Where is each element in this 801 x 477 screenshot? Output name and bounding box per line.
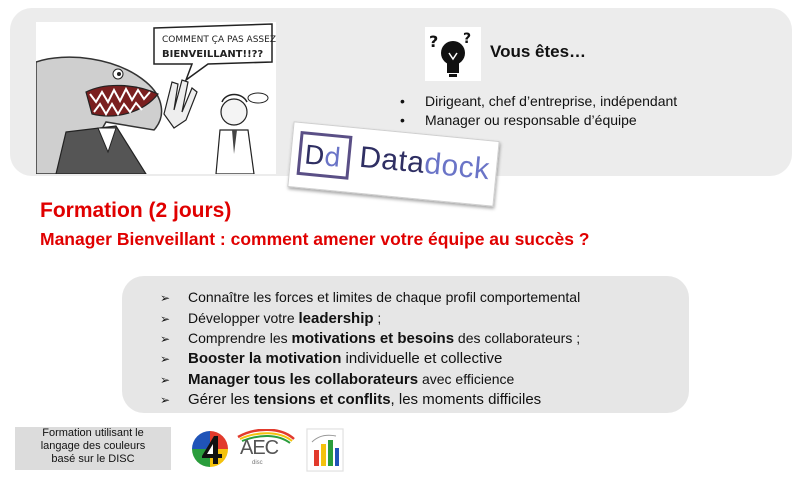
svg-text:?: ? <box>429 32 439 51</box>
aec-disc-logo <box>236 429 296 469</box>
objectives-list <box>160 287 580 410</box>
objective-text: individuelle et collective <box>341 349 503 367</box>
list-item <box>160 328 580 349</box>
audience-item-label: Dirigeant, chef d’entreprise, indépendant <box>425 93 678 109</box>
four-colors-logo-drawing <box>190 428 230 470</box>
audience-list <box>400 92 677 130</box>
objective-emphasis: Booster la motivation <box>188 349 342 367</box>
objective-text: Gérer les <box>188 390 254 408</box>
svg-text:?: ? <box>463 31 472 47</box>
shark-cartoon-illustration <box>36 22 276 174</box>
aec-subtitle: disc <box>252 460 263 466</box>
arrow-bullet-icon: ➢ <box>160 373 171 387</box>
datadock-logo-letters <box>301 135 348 175</box>
datadock-prefix: Data <box>357 140 427 180</box>
lightbulb-question-icon <box>425 27 481 81</box>
objective-text: Développer votre <box>188 309 299 326</box>
bullet-icon: • <box>400 93 405 109</box>
disc-line-2: langage des couleurs <box>40 440 146 452</box>
speech-line-2: BIENVEILLANT!!?? <box>162 49 264 60</box>
objective-emphasis: leadership <box>298 309 374 327</box>
formation-subtitle: Manager Bienveillant : comment amener votre équipe au succès ? <box>40 229 590 249</box>
datadock-logo-icon <box>297 131 353 180</box>
audience-item-label: Manager ou responsable d’équipe <box>425 112 637 128</box>
audience-title: Vous êtes… <box>490 42 587 61</box>
list-item <box>160 369 580 390</box>
arrow-bullet-icon: ➢ <box>160 351 171 366</box>
formation-title: Formation (2 jours) <box>40 199 232 222</box>
lightbulb-drawing <box>425 27 481 81</box>
objective-text: , les moments difficiles <box>390 390 542 408</box>
objective-emphasis: motivations et besoins <box>291 330 455 347</box>
datadock-suffix: dock <box>422 147 492 187</box>
disc-line-1: Formation utilisant le <box>42 427 144 439</box>
svg-text:D: D <box>302 140 326 173</box>
colored-bars-logo-icon <box>306 428 344 472</box>
colored-bars-drawing <box>306 428 344 472</box>
objective-text: des collaborateurs ; <box>454 330 581 346</box>
cartoon-drawing <box>36 22 276 174</box>
disc-line-3: basé sur le DISC <box>51 453 135 465</box>
list-item <box>160 287 580 308</box>
aec-wordmark: AEC <box>240 437 279 459</box>
list-item <box>160 308 580 329</box>
bullet-icon: • <box>400 112 405 128</box>
objective-text: ; <box>373 309 382 326</box>
objective-text: Comprendre les <box>188 330 292 346</box>
arrow-bullet-icon: ➢ <box>160 291 171 305</box>
datadock-wordmark <box>358 141 491 187</box>
speech-line-1: COMMENT ÇA PAS ASSEZ <box>162 35 276 45</box>
objective-emphasis: tensions et conflits <box>253 390 391 408</box>
arrow-bullet-icon: ➢ <box>160 332 171 346</box>
list-item <box>160 349 580 370</box>
objective-emphasis: Manager tous les collaborateurs <box>188 371 419 388</box>
arrow-bullet-icon: ➢ <box>160 311 171 326</box>
disc-note <box>15 427 171 470</box>
four-colors-logo-icon <box>190 428 230 470</box>
list-item <box>160 390 580 411</box>
svg-text:d: d <box>322 142 343 174</box>
objective-text: Connaître les forces et limites de chaque profil comportemental <box>188 289 581 305</box>
objective-text: avec efficience <box>418 371 515 387</box>
list-item <box>400 92 677 111</box>
list-item <box>400 111 677 130</box>
arrow-bullet-icon: ➢ <box>160 392 171 407</box>
